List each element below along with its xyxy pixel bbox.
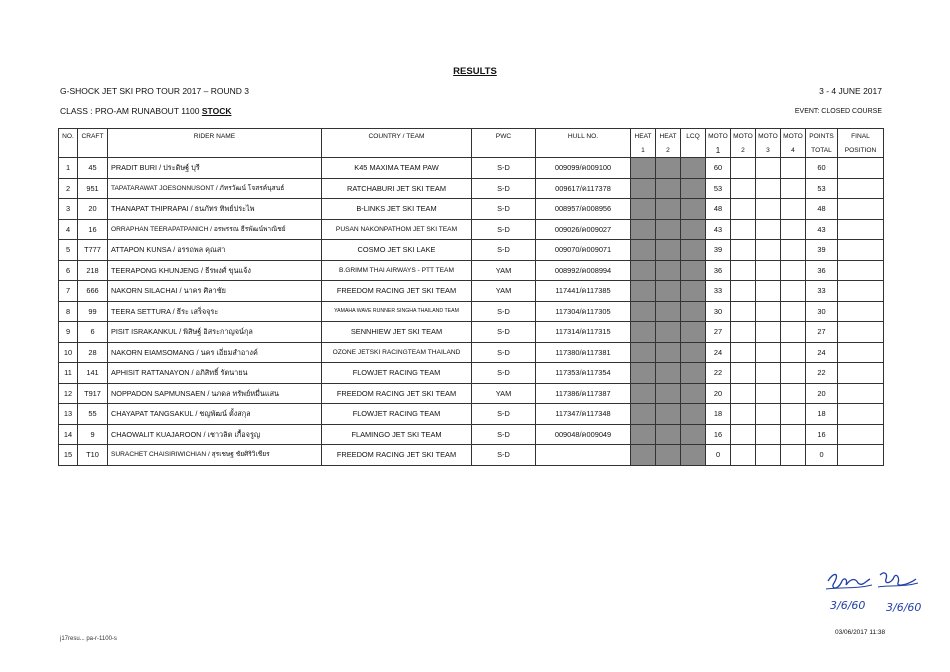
cell-final-position <box>838 301 884 322</box>
cell-team: K45 MAXIMA TEAM PAW <box>322 158 472 179</box>
cell-heat1 <box>631 363 656 384</box>
cell-heat1 <box>631 281 656 302</box>
cell-lcq <box>681 219 706 240</box>
cell-team: PUSAN NAKONPATHOM JET SKI TEAM <box>322 219 472 240</box>
col-heat1-num: 1 <box>631 143 656 158</box>
table-row <box>59 404 884 425</box>
cell-final-position <box>838 424 884 445</box>
cell-rider: THANAPAT THIPRAPAI / ธนภัทร ทิพย์ประไพ <box>108 199 322 220</box>
cell-team: FREEDOM RACING JET SKI TEAM <box>322 281 472 302</box>
cell-heat2 <box>656 219 681 240</box>
col-hull: HULL NO. <box>536 129 631 144</box>
cell-points-total: 53 <box>806 178 838 199</box>
cell-pwc: S-D <box>472 240 536 261</box>
cell-hull: 009099/ค009100 <box>536 158 631 179</box>
cell-moto4 <box>781 424 806 445</box>
cell-no: 3 <box>59 199 78 220</box>
cell-moto2 <box>731 158 756 179</box>
cell-no: 10 <box>59 342 78 363</box>
cell-moto3 <box>756 281 781 302</box>
cell-pwc: S-D <box>472 178 536 199</box>
cell-hull: 009617/ค117378 <box>536 178 631 199</box>
table-row <box>59 281 884 302</box>
cell-moto4 <box>781 445 806 466</box>
cell-team: RATCHABURI JET SKI TEAM <box>322 178 472 199</box>
event-type: EVENT: CLOSED COURSE <box>794 108 882 115</box>
col-no-sub <box>59 143 78 158</box>
cell-final-position <box>838 445 884 466</box>
col-heat2-num: 2 <box>656 143 681 158</box>
cell-moto4 <box>781 178 806 199</box>
cell-moto2 <box>731 281 756 302</box>
cell-team: FREEDOM RACING JET SKI TEAM <box>322 445 472 466</box>
cell-pwc: YAM <box>472 383 536 404</box>
event-date: 3 - 4 JUNE 2017 <box>819 86 882 96</box>
cell-craft: 99 <box>78 301 108 322</box>
cell-moto2 <box>731 445 756 466</box>
cell-pwc: S-D <box>472 445 536 466</box>
cell-moto4 <box>781 219 806 240</box>
cell-team: B-LINKS JET SKI TEAM <box>322 199 472 220</box>
col-points: POINTS <box>806 129 838 144</box>
cell-points-total: 60 <box>806 158 838 179</box>
cell-heat2 <box>656 342 681 363</box>
header-row <box>59 129 884 144</box>
cell-moto1: 24 <box>706 342 731 363</box>
cell-no: 13 <box>59 404 78 425</box>
cell-final-position <box>838 363 884 384</box>
cell-craft: T777 <box>78 240 108 261</box>
cell-pwc: YAM <box>472 260 536 281</box>
cell-moto2 <box>731 260 756 281</box>
cell-rider: PISIT ISRAKANKUL / พิสิษฐ์ อิสระกาญจน์กุล <box>108 322 322 343</box>
signature-image <box>822 567 922 619</box>
cell-no: 5 <box>59 240 78 261</box>
print-timestamp: 03/06/2017 11:38 <box>835 629 886 636</box>
cell-moto4 <box>781 199 806 220</box>
cell-points-total: 20 <box>806 383 838 404</box>
cell-moto3 <box>756 445 781 466</box>
cell-points-total: 16 <box>806 424 838 445</box>
cell-hull <box>536 445 631 466</box>
cell-pwc: S-D <box>472 219 536 240</box>
cell-hull: 117304/ค117305 <box>536 301 631 322</box>
cell-no: 15 <box>59 445 78 466</box>
table-row <box>59 301 884 322</box>
cell-moto3 <box>756 363 781 384</box>
col-moto1: MOTO <box>706 129 731 144</box>
col-heat2: HEAT <box>656 129 681 144</box>
col-rider-sub <box>108 143 322 158</box>
col-hull-sub <box>536 143 631 158</box>
cell-pwc: YAM <box>472 281 536 302</box>
cell-moto2 <box>731 301 756 322</box>
cell-final-position <box>838 281 884 302</box>
col-rider: RIDER NAME <box>108 129 322 144</box>
cell-rider: TEERA SETTURA / ธีระ เสร็จจุระ <box>108 301 322 322</box>
cell-craft: 666 <box>78 281 108 302</box>
cell-lcq <box>681 178 706 199</box>
cell-hull: 117380/ค117381 <box>536 342 631 363</box>
class-line <box>60 106 231 116</box>
cell-heat2 <box>656 158 681 179</box>
cell-moto4 <box>781 363 806 384</box>
cell-final-position <box>838 178 884 199</box>
cell-points-total: 0 <box>806 445 838 466</box>
cell-heat2 <box>656 260 681 281</box>
cell-final-position <box>838 342 884 363</box>
cell-rider: NAKORN EIAMSOMANG / นคร เอี่ยมสำอางค์ <box>108 342 322 363</box>
cell-lcq <box>681 322 706 343</box>
cell-heat1 <box>631 240 656 261</box>
cell-craft: 218 <box>78 260 108 281</box>
cell-no: 14 <box>59 424 78 445</box>
col-moto1-num: 1 <box>706 143 731 158</box>
cell-heat1 <box>631 383 656 404</box>
cell-points-total: 18 <box>806 404 838 425</box>
cell-moto4 <box>781 158 806 179</box>
cell-hull: 009026/ค009027 <box>536 219 631 240</box>
cell-team: FLOWJET RACING TEAM <box>322 404 472 425</box>
table-row <box>59 445 884 466</box>
col-moto3-num: 3 <box>756 143 781 158</box>
cell-moto3 <box>756 424 781 445</box>
cell-craft: 951 <box>78 178 108 199</box>
cell-moto2 <box>731 383 756 404</box>
cell-heat2 <box>656 322 681 343</box>
col-final: FINAL <box>838 129 884 144</box>
cell-no: 8 <box>59 301 78 322</box>
cell-moto1: 22 <box>706 363 731 384</box>
cell-heat1 <box>631 404 656 425</box>
cell-moto1: 48 <box>706 199 731 220</box>
cell-moto4 <box>781 383 806 404</box>
cell-points-total: 36 <box>806 260 838 281</box>
cell-rider: CHAYAPAT TANGSAKUL / ชญพัฒน์ ตั้งสกุล <box>108 404 322 425</box>
cell-moto1: 53 <box>706 178 731 199</box>
cell-points-total: 27 <box>806 322 838 343</box>
col-team-sub <box>322 143 472 158</box>
cell-pwc: S-D <box>472 199 536 220</box>
cell-moto2 <box>731 219 756 240</box>
cell-moto3 <box>756 404 781 425</box>
col-team: COUNTRY / TEAM <box>322 129 472 144</box>
cell-lcq <box>681 158 706 179</box>
results-body <box>59 158 884 466</box>
cell-final-position <box>838 158 884 179</box>
cell-heat1 <box>631 199 656 220</box>
table-row <box>59 383 884 404</box>
cell-heat2 <box>656 240 681 261</box>
cell-craft: 141 <box>78 363 108 384</box>
cell-moto1: 39 <box>706 240 731 261</box>
cell-team: FLOWJET RACING TEAM <box>322 363 472 384</box>
cell-rider: ATTAPON KUNSA / อรรถพล คุณสา <box>108 240 322 261</box>
cell-pwc: S-D <box>472 301 536 322</box>
cell-no: 12 <box>59 383 78 404</box>
cell-moto3 <box>756 158 781 179</box>
cell-final-position <box>838 199 884 220</box>
cell-heat2 <box>656 424 681 445</box>
cell-hull: 117353/ค117354 <box>536 363 631 384</box>
cell-rider: TAPATARAWAT JOESONNUSONT / ภัทรวัฒน์ โจสรค์นุสนธ์ <box>108 178 322 199</box>
cell-points-total: 39 <box>806 240 838 261</box>
cell-moto4 <box>781 260 806 281</box>
col-final-position: POSITION <box>838 143 884 158</box>
cell-craft: 9 <box>78 424 108 445</box>
cell-heat1 <box>631 178 656 199</box>
cell-lcq <box>681 424 706 445</box>
cell-pwc: S-D <box>472 424 536 445</box>
cell-moto1: 43 <box>706 219 731 240</box>
col-moto4: MOTO <box>781 129 806 144</box>
cell-points-total: 43 <box>806 219 838 240</box>
cell-moto3 <box>756 383 781 404</box>
table-row <box>59 219 884 240</box>
cell-final-position <box>838 383 884 404</box>
event-name: G-SHOCK JET SKI PRO TOUR 2017 – ROUND 3 <box>60 86 249 96</box>
col-pwc: PWC <box>472 129 536 144</box>
cell-moto1: 20 <box>706 383 731 404</box>
cell-rider: NOPPADON SAPMUNSAEN / นภดล ทรัพย์หมื่นแสน <box>108 383 322 404</box>
cell-points-total: 33 <box>806 281 838 302</box>
cell-final-position <box>838 322 884 343</box>
cell-moto4 <box>781 404 806 425</box>
cell-moto3 <box>756 240 781 261</box>
cell-craft: 16 <box>78 219 108 240</box>
cell-heat2 <box>656 301 681 322</box>
col-lcq: LCQ <box>681 129 706 144</box>
table-row <box>59 178 884 199</box>
cell-heat2 <box>656 383 681 404</box>
cell-lcq <box>681 301 706 322</box>
cell-craft: 55 <box>78 404 108 425</box>
cell-pwc: S-D <box>472 158 536 179</box>
cell-moto3 <box>756 301 781 322</box>
cell-team: FREEDOM RACING JET SKI TEAM <box>322 383 472 404</box>
cell-hull: 117441/ค117385 <box>536 281 631 302</box>
cell-heat1 <box>631 219 656 240</box>
cell-moto4 <box>781 322 806 343</box>
table-row <box>59 322 884 343</box>
cell-pwc: S-D <box>472 322 536 343</box>
file-reference: j17resu... pa-r-1100-s <box>60 636 117 642</box>
cell-no: 1 <box>59 158 78 179</box>
cell-heat2 <box>656 281 681 302</box>
cell-heat1 <box>631 342 656 363</box>
cell-lcq <box>681 342 706 363</box>
cell-craft: 28 <box>78 342 108 363</box>
cell-moto1: 16 <box>706 424 731 445</box>
cell-heat1 <box>631 158 656 179</box>
cell-team: SENNHIEW JET SKI TEAM <box>322 322 472 343</box>
cell-moto4 <box>781 301 806 322</box>
cell-rider: PRADIT BURI / ประดิษฐ์ บุรี <box>108 158 322 179</box>
cell-moto1: 33 <box>706 281 731 302</box>
col-points-total: TOTAL <box>806 143 838 158</box>
cell-no: 6 <box>59 260 78 281</box>
cell-hull: 117386/ค117387 <box>536 383 631 404</box>
cell-hull: 008957/ค008956 <box>536 199 631 220</box>
cell-final-position <box>838 219 884 240</box>
cell-moto2 <box>731 199 756 220</box>
header-subrow <box>59 143 884 158</box>
cell-points-total: 30 <box>806 301 838 322</box>
cell-heat2 <box>656 199 681 220</box>
cell-hull: 117314/ค117315 <box>536 322 631 343</box>
cell-final-position <box>838 240 884 261</box>
cell-pwc: S-D <box>472 342 536 363</box>
cell-hull: 008992/ค008994 <box>536 260 631 281</box>
cell-moto2 <box>731 178 756 199</box>
cell-no: 4 <box>59 219 78 240</box>
cell-craft: 6 <box>78 322 108 343</box>
cell-moto2 <box>731 424 756 445</box>
cell-heat1 <box>631 301 656 322</box>
cell-lcq <box>681 404 706 425</box>
cell-moto1: 60 <box>706 158 731 179</box>
cell-moto1: 36 <box>706 260 731 281</box>
cell-no: 9 <box>59 322 78 343</box>
cell-heat2 <box>656 445 681 466</box>
cell-lcq <box>681 199 706 220</box>
class-stock: STOCK <box>201 106 232 116</box>
col-moto3: MOTO <box>756 129 781 144</box>
col-lcq-sub <box>681 143 706 158</box>
cell-moto1: 18 <box>706 404 731 425</box>
cell-heat1 <box>631 445 656 466</box>
cell-pwc: S-D <box>472 363 536 384</box>
cell-moto3 <box>756 178 781 199</box>
cell-craft: 45 <box>78 158 108 179</box>
cell-heat1 <box>631 260 656 281</box>
cell-moto1: 0 <box>706 445 731 466</box>
cell-moto2 <box>731 363 756 384</box>
cell-lcq <box>681 445 706 466</box>
col-no: NO. <box>59 129 78 144</box>
cell-points-total: 22 <box>806 363 838 384</box>
cell-rider: NAKORN SILACHAI / นาคร ศิลาชัย <box>108 281 322 302</box>
cell-moto4 <box>781 281 806 302</box>
cell-moto4 <box>781 240 806 261</box>
cell-lcq <box>681 363 706 384</box>
cell-pwc: S-D <box>472 404 536 425</box>
cell-team: FLAMINGO JET SKI TEAM <box>322 424 472 445</box>
cell-no: 7 <box>59 281 78 302</box>
cell-heat2 <box>656 178 681 199</box>
cell-heat2 <box>656 363 681 384</box>
table-row <box>59 240 884 261</box>
cell-lcq <box>681 260 706 281</box>
table-row <box>59 342 884 363</box>
cell-lcq <box>681 281 706 302</box>
cell-no: 2 <box>59 178 78 199</box>
cell-rider: ORRAPHAN TEERAPATPANICH / อรพรรณ ธีรพัฒน์พาณิชย์ <box>108 219 322 240</box>
col-craft-sub <box>78 143 108 158</box>
cell-rider: CHAOWALIT KUAJAROON / เชาวลิต เกื้อจรูญ <box>108 424 322 445</box>
cell-heat1 <box>631 424 656 445</box>
col-craft: CRAFT <box>78 129 108 144</box>
cell-no: 11 <box>59 363 78 384</box>
table-row <box>59 158 884 179</box>
cell-team: YAMAHA WAVE RUNNER SINGHA THAILAND TEAM <box>322 301 472 322</box>
cell-team: B.GRIMM THAI AIRWAYS - PTT TEAM <box>322 260 472 281</box>
table-row <box>59 260 884 281</box>
cell-final-position <box>838 260 884 281</box>
col-pwc-sub <box>472 143 536 158</box>
cell-craft: T10 <box>78 445 108 466</box>
cell-heat1 <box>631 322 656 343</box>
cell-moto3 <box>756 322 781 343</box>
class-name: CLASS : PRO-AM RUNABOUT 1100 <box>60 106 202 116</box>
cell-lcq <box>681 240 706 261</box>
cell-points-total: 24 <box>806 342 838 363</box>
cell-craft: 20 <box>78 199 108 220</box>
svg-text:3/6/60: 3/6/60 <box>830 599 866 612</box>
cell-team: COSMO JET SKI LAKE <box>322 240 472 261</box>
cell-moto3 <box>756 260 781 281</box>
cell-team: OZONE JETSKI RACINGTEAM THAILAND <box>322 342 472 363</box>
cell-moto2 <box>731 342 756 363</box>
cell-lcq <box>681 383 706 404</box>
cell-moto3 <box>756 219 781 240</box>
cell-moto2 <box>731 240 756 261</box>
svg-text:3/6/60: 3/6/60 <box>886 601 922 614</box>
cell-heat2 <box>656 404 681 425</box>
cell-hull: 117347/ค117348 <box>536 404 631 425</box>
cell-moto4 <box>781 342 806 363</box>
cell-points-total: 48 <box>806 199 838 220</box>
cell-rider: APHISIT RATTANAYON / อภิสิทธิ์ รัตนายน <box>108 363 322 384</box>
col-heat1: HEAT <box>631 129 656 144</box>
table-row <box>59 363 884 384</box>
cell-hull: 009048/ค009049 <box>536 424 631 445</box>
col-moto2: MOTO <box>731 129 756 144</box>
cell-moto2 <box>731 404 756 425</box>
cell-rider: SURACHET CHAISIRIWICHIAN / สุรเชษฐ ชัยศิริวิเชียร <box>108 445 322 466</box>
cell-moto2 <box>731 322 756 343</box>
table-row <box>59 199 884 220</box>
cell-craft: T917 <box>78 383 108 404</box>
cell-moto1: 27 <box>706 322 731 343</box>
cell-final-position <box>838 404 884 425</box>
cell-moto3 <box>756 199 781 220</box>
cell-rider: TEERAPONG KHUNJENG / ธีรพงศ์ ขุนแจ้ง <box>108 260 322 281</box>
col-moto2-num: 2 <box>731 143 756 158</box>
results-table <box>58 128 884 466</box>
cell-moto1: 30 <box>706 301 731 322</box>
cell-moto3 <box>756 342 781 363</box>
cell-hull: 009070/ค009071 <box>536 240 631 261</box>
results-title: RESULTS <box>453 66 497 77</box>
col-moto4-num: 4 <box>781 143 806 158</box>
table-row <box>59 424 884 445</box>
